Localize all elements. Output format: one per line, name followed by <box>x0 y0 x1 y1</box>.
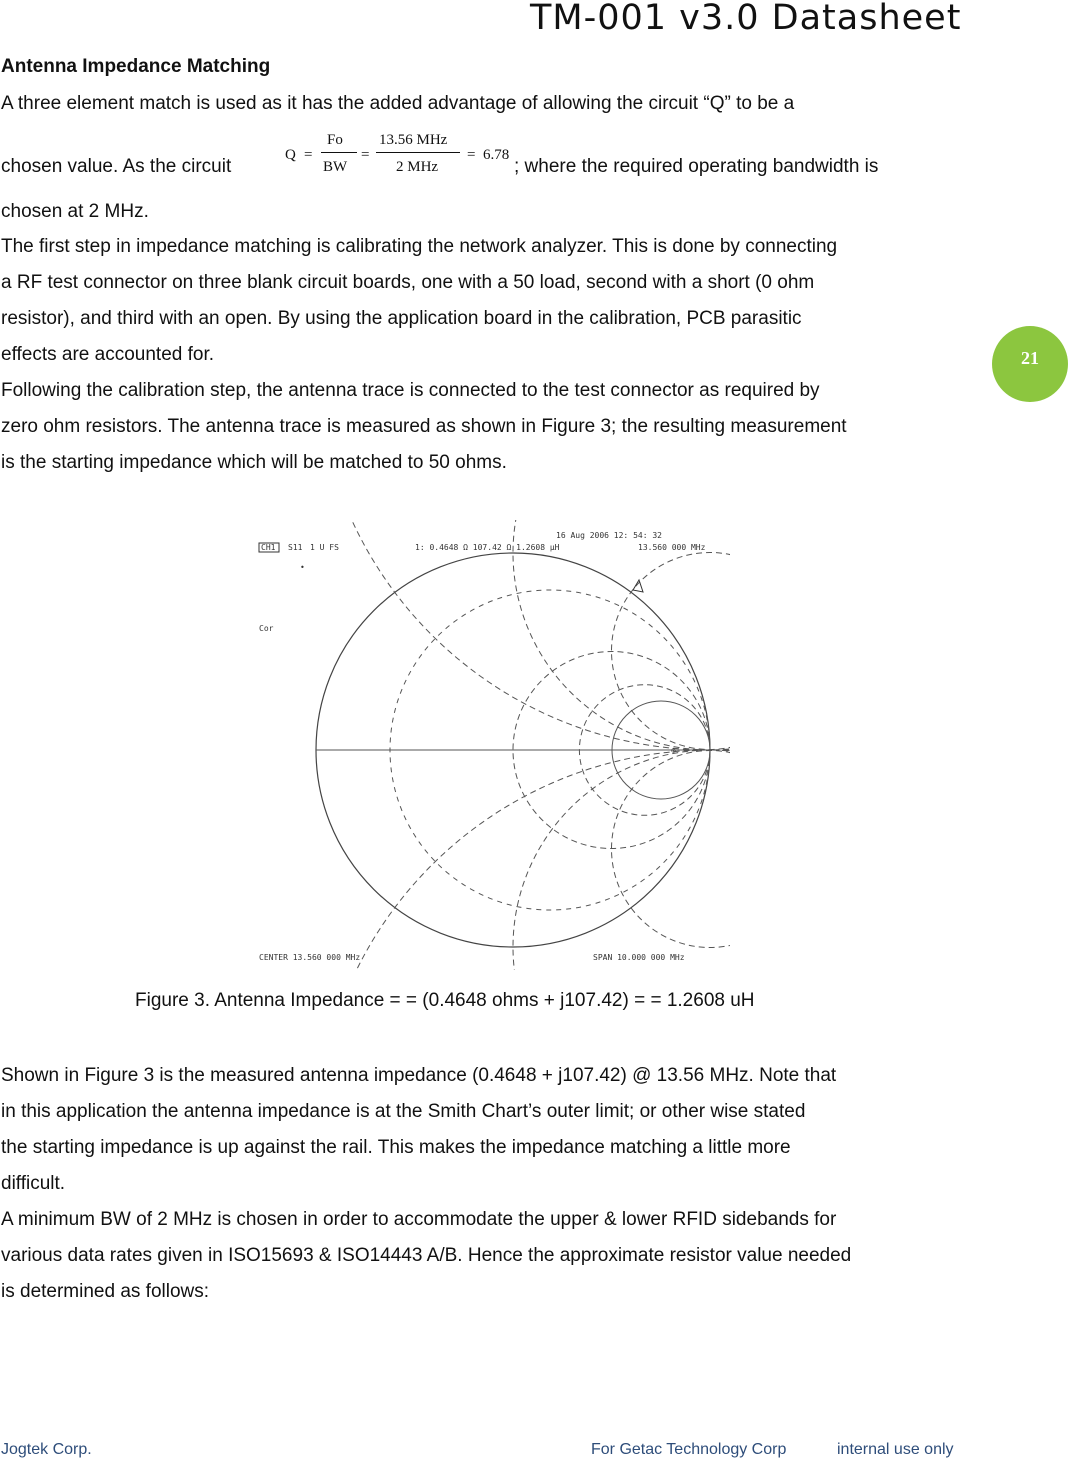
calibration-paragraph <box>1 229 991 481</box>
page-number-badge: 21 <box>992 326 1068 402</box>
smith-reactance-arc-pos-3 <box>612 553 731 750</box>
screen-marker-readout: 1: 0.4648 Ω 107.42 Ω 1.2608 µH <box>415 543 560 552</box>
calibration-line: a RF test connector on three blank circuit boards, one with a 50 load, second with a short (0 ohm <box>1 272 815 293</box>
smith-reactance-arc-neg-3 <box>612 751 731 948</box>
intro-paragraph <box>1 86 991 122</box>
equation-equals-1: = <box>304 147 313 163</box>
intro-line-2-prefix: chosen value. As the circuit <box>1 156 232 177</box>
intro-line-2-suffix: ; where the required operating bandwidth is <box>514 156 879 177</box>
analysis-line: difficult. <box>1 1173 66 1194</box>
screen-channel: CH1 <box>261 543 276 552</box>
smith-chart-figure <box>255 520 730 970</box>
calibration-line: resistor), and third with an open. By using the application board in the calibration, PCB parasitic <box>1 308 802 329</box>
screen-marker-frequency: 13.560 000 MHz <box>638 543 706 552</box>
screen-s11: S11 <box>288 543 303 552</box>
screen-label-cor: Cor <box>259 624 274 633</box>
equation-q-symbol: Q <box>285 147 296 163</box>
screen-label-a: • <box>300 563 305 572</box>
measurement-marker <box>633 580 643 592</box>
intro-line-3: chosen at 2 MHz. <box>1 201 149 222</box>
calibration-line: The first step in impedance matching is calibrating the network analyzer. This is done by connecting <box>1 236 838 257</box>
analysis-line: various data rates given in ISO15693 & ISO14443 A/B. Hence the approximate resistor value needed <box>1 1245 852 1266</box>
analysis-line: the starting impedance is up against the rail. This makes the impedance matching a little more <box>1 1137 791 1158</box>
calibration-line: is the starting impedance which will be matched to 50 ohms. <box>1 452 507 473</box>
smith-reactance-arc-neg-2 <box>316 750 730 970</box>
calibration-line: effects are accounted for. <box>1 344 215 365</box>
screen-date-time: 16 Aug 2006 12: 54: 32 <box>556 531 662 540</box>
calibration-line: Following the calibration step, the antenna trace is connected to the test connector as required by <box>1 380 820 401</box>
equation-equals-3: = <box>467 147 476 163</box>
q-formula-row <box>1 130 991 188</box>
equation-fraction-bar-2 <box>376 152 460 153</box>
section-heading: Antenna Impedance Matching <box>1 56 271 77</box>
intro-paragraph-end <box>1 194 991 230</box>
screen-center-frequency: CENTER 13.560 000 MHz <box>259 953 361 962</box>
document-title: TM-001 v3.0 Datasheet <box>530 0 962 38</box>
smith-chart-screenshot <box>255 520 730 970</box>
analysis-line: is determined as follows: <box>1 1281 210 1302</box>
screen-span: SPAN 10.000 000 MHz <box>593 953 685 962</box>
calibration-line: zero ohm resistors. The antenna trace is measured as shown in Figure 3; the resulting measurement <box>1 416 847 437</box>
equation-result: 6.78 <box>483 147 510 163</box>
analysis-line: A minimum BW of 2 MHz is chosen in order to accommodate the upper & lower RFID sidebands for <box>1 1209 837 1230</box>
equation-equals-2: = <box>361 147 370 163</box>
footer-confidentiality: internal use only <box>837 1441 954 1458</box>
smith-reactance-arc-pos-1 <box>513 520 730 750</box>
analysis-line: Shown in Figure 3 is the measured antenna impedance (0.4648 + j107.42) @ 13.56 MHz. Note that <box>1 1065 837 1086</box>
analysis-paragraph <box>1 1058 991 1310</box>
footer-client: For Getac Technology Corp <box>591 1441 787 1458</box>
center-marker: ⊕ <box>671 746 676 755</box>
analysis-line: in this application the antenna impedance is at the Smith Chart’s outer limit; or other wise stated <box>1 1101 806 1122</box>
figure-caption: Figure 3. Antenna Impedance = = (0.4648 ohms + j107.42) = = 1.2608 uH <box>135 990 755 1011</box>
equation-denominator-bw: BW <box>323 159 348 175</box>
equation-numerator-fo: Fo <box>327 132 343 148</box>
equation-numerator-freq: 13.56 MHz <box>379 132 448 148</box>
footer-company: Jogtek Corp. <box>1 1441 92 1458</box>
smith-reactance-arc-pos-2 <box>316 520 730 750</box>
screen-scale: 1 U FS <box>310 543 339 552</box>
equation-denominator-bandwidth: 2 MHz <box>396 159 439 175</box>
intro-line-1: A three element match is used as it has the added advantage of allowing the circuit “Q” to be a <box>1 93 795 114</box>
equation-fraction-bar-1 <box>321 152 357 153</box>
q-factor-equation <box>281 130 521 188</box>
